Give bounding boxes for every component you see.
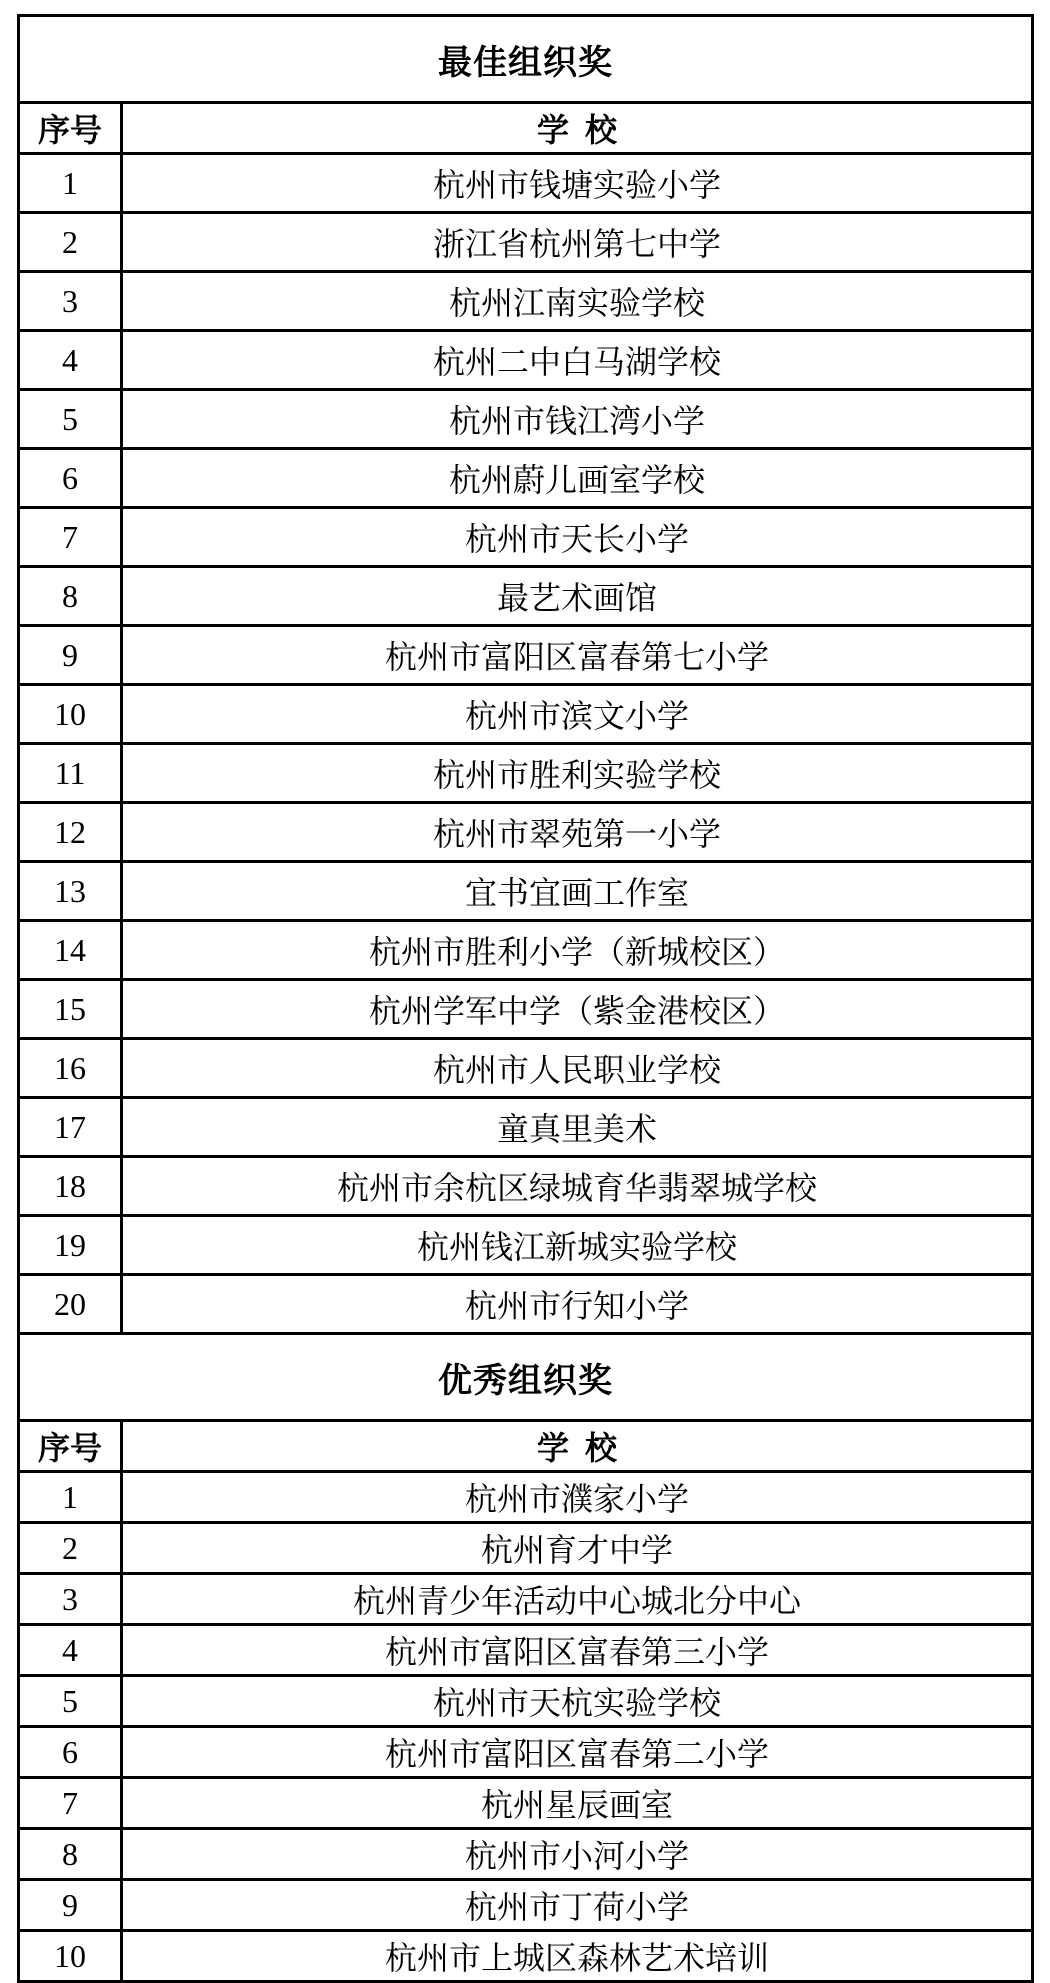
section-title-row: [19, 1334, 1033, 1421]
table-row: [19, 685, 1033, 744]
row-number: 13: [19, 862, 122, 921]
table-row: [19, 803, 1033, 862]
table-row: [19, 1472, 1033, 1523]
school-name: 杭州青少年活动中心城北分中心: [122, 1574, 1033, 1625]
row-number: 7: [19, 1778, 122, 1829]
school-name: 杭州市小河小学: [122, 1829, 1033, 1880]
row-number: 14: [19, 921, 122, 980]
table-row: [19, 1829, 1033, 1880]
row-number: 10: [19, 1931, 122, 1982]
school-name: 宜书宜画工作室: [122, 862, 1033, 921]
school-name: 杭州蔚儿画室学校: [122, 449, 1033, 508]
school-name: 杭州市上城区森林艺术培训: [122, 1931, 1033, 1982]
table-row: [19, 449, 1033, 508]
table-row: [19, 1625, 1033, 1676]
school-name: 杭州市富阳区富春第三小学: [122, 1625, 1033, 1676]
table-row: [19, 1216, 1033, 1275]
school-name: 杭州市胜利实验学校: [122, 744, 1033, 803]
school-name: 杭州二中白马湖学校: [122, 331, 1033, 390]
row-number: 4: [19, 1625, 122, 1676]
school-name: 杭州钱江新城实验学校: [122, 1216, 1033, 1275]
section-title-row: [19, 16, 1033, 103]
school-name: 杭州江南实验学校: [122, 272, 1033, 331]
school-name: 杭州学军中学（紫金港校区）: [122, 980, 1033, 1039]
table-row: [19, 1039, 1033, 1098]
row-number: 2: [19, 1523, 122, 1574]
row-number: 2: [19, 213, 122, 272]
section-title: 优秀组织奖: [19, 1334, 1033, 1421]
table-row: [19, 1275, 1033, 1334]
column-header-index: 序号: [19, 1421, 122, 1472]
row-number: 9: [19, 626, 122, 685]
table-row: [19, 1880, 1033, 1931]
row-number: 1: [19, 154, 122, 213]
school-name: 杭州市天长小学: [122, 508, 1033, 567]
school-name: 杭州市人民职业学校: [122, 1039, 1033, 1098]
school-name: 杭州市钱江湾小学: [122, 390, 1033, 449]
row-number: 12: [19, 803, 122, 862]
school-name: 杭州市胜利小学（新城校区）: [122, 921, 1033, 980]
table-row: [19, 567, 1033, 626]
school-name: 童真里美术: [122, 1098, 1033, 1157]
row-number: 6: [19, 449, 122, 508]
column-header-school: 学 校: [122, 103, 1033, 154]
school-name: 杭州市翠苑第一小学: [122, 803, 1033, 862]
row-number: 17: [19, 1098, 122, 1157]
school-name: 杭州市钱塘实验小学: [122, 154, 1033, 213]
school-name: 杭州市滨文小学: [122, 685, 1033, 744]
row-number: 10: [19, 685, 122, 744]
row-number: 15: [19, 980, 122, 1039]
table-row: [19, 1727, 1033, 1778]
school-name: 杭州市行知小学: [122, 1275, 1033, 1334]
row-number: 11: [19, 744, 122, 803]
table-row: [19, 154, 1033, 213]
school-name: 杭州市富阳区富春第七小学: [122, 626, 1033, 685]
row-number: 5: [19, 1676, 122, 1727]
column-header-index: 序号: [19, 103, 122, 154]
row-number: 9: [19, 1880, 122, 1931]
table-row: [19, 272, 1033, 331]
school-name: 浙江省杭州第七中学: [122, 213, 1033, 272]
table-row: [19, 980, 1033, 1039]
row-number: 19: [19, 1216, 122, 1275]
school-name: 杭州市余杭区绿城育华翡翠城学校: [122, 1157, 1033, 1216]
row-number: 3: [19, 272, 122, 331]
school-name: 杭州市濮家小学: [122, 1472, 1033, 1523]
row-number: 5: [19, 390, 122, 449]
row-number: 8: [19, 1829, 122, 1880]
table-row: [19, 1574, 1033, 1625]
row-number: 18: [19, 1157, 122, 1216]
school-name: 杭州市丁荷小学: [122, 1880, 1033, 1931]
table-row: [19, 1676, 1033, 1727]
row-number: 8: [19, 567, 122, 626]
row-number: 1: [19, 1472, 122, 1523]
table-row: [19, 921, 1033, 980]
table-row: [19, 331, 1033, 390]
table-row: [19, 508, 1033, 567]
column-header-row: [19, 1421, 1033, 1472]
school-name: 杭州育才中学: [122, 1523, 1033, 1574]
table-row: [19, 626, 1033, 685]
table-row: [19, 1931, 1033, 1982]
row-number: 3: [19, 1574, 122, 1625]
school-name: 杭州市富阳区富春第二小学: [122, 1727, 1033, 1778]
table-row: [19, 862, 1033, 921]
table-row: [19, 390, 1033, 449]
table-row: [19, 1778, 1033, 1829]
school-name: 杭州星辰画室: [122, 1778, 1033, 1829]
row-number: 16: [19, 1039, 122, 1098]
school-name: 杭州市天杭实验学校: [122, 1676, 1033, 1727]
column-header-school: 学 校: [122, 1421, 1033, 1472]
table-row: [19, 1523, 1033, 1574]
table-row: [19, 213, 1033, 272]
row-number: 7: [19, 508, 122, 567]
column-header-row: [19, 103, 1033, 154]
row-number: 20: [19, 1275, 122, 1334]
table-row: [19, 1098, 1033, 1157]
section-title: 最佳组织奖: [19, 16, 1033, 103]
row-number: 4: [19, 331, 122, 390]
table-row: [19, 1157, 1033, 1216]
organization-awards-table: [17, 14, 1034, 1983]
table-row: [19, 744, 1033, 803]
row-number: 6: [19, 1727, 122, 1778]
school-name: 最艺术画馆: [122, 567, 1033, 626]
